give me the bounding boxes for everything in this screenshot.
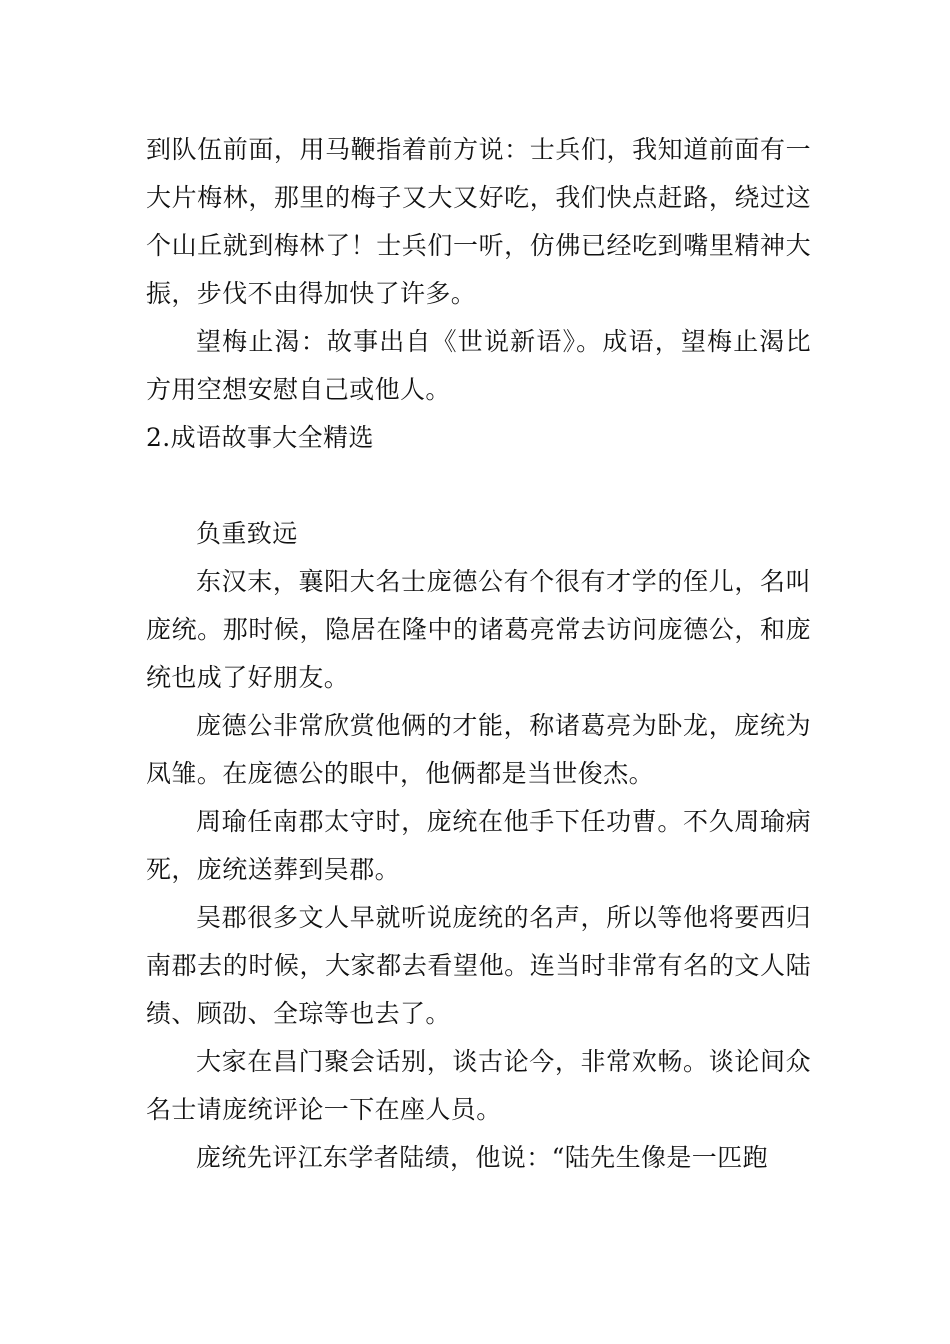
story-paragraph: 周瑜任南郡太守时，庞统在他手下任功曹。不久周瑜病死，庞统送葬到吴郡。: [146, 807, 811, 884]
story-paragraph: 大家在昌门聚会话别，谈古论今，非常欢畅。谈论间众名士请庞统评论一下在座人员。: [146, 1047, 811, 1124]
story-title: 负重致远: [196, 519, 298, 548]
paragraph-continuation: 到队伍前面，用马鞭指着前方说：士兵们，我知道前面有一大片梅林，那里的梅子又大又好吃，我们快点赶路，绕过这个山丘就到梅林了！士兵们一听，仿佛已经吃到嘴里精神大振，步伐不由得加快了许多。: [146, 135, 811, 308]
document-body: [146, 126, 811, 1182]
blank-line: [146, 462, 811, 510]
paragraph-idiom-summary: 望梅止渴：故事出自《世说新语》。成语，望梅止渴比方用空想安慰自己或他人。: [146, 327, 811, 404]
story-paragraph: 吴郡很多文人早就听说庞统的名声，所以等他将要西归南郡去的时候，大家都去看望他。连当时非常有名的文人陆绩、顾劭、全琮等也去了。: [146, 903, 811, 1028]
section-heading: 2.成语故事大全精选: [146, 423, 374, 452]
story-paragraph: 庞统先评江东学者陆绩，他说：“陆先生像是一匹跑: [196, 1143, 768, 1172]
story-paragraph: 东汉末，襄阳大名士庞德公有个很有才学的侄儿，名叫庞统。那时候，隐居在隆中的诸葛亮常去访问庞德公，和庞统也成了好朋友。: [146, 567, 811, 692]
story-paragraph: 庞德公非常欣赏他俩的才能，称诸葛亮为卧龙，庞统为凤雏。在庞德公的眼中，他俩都是当世俊杰。: [146, 711, 811, 788]
